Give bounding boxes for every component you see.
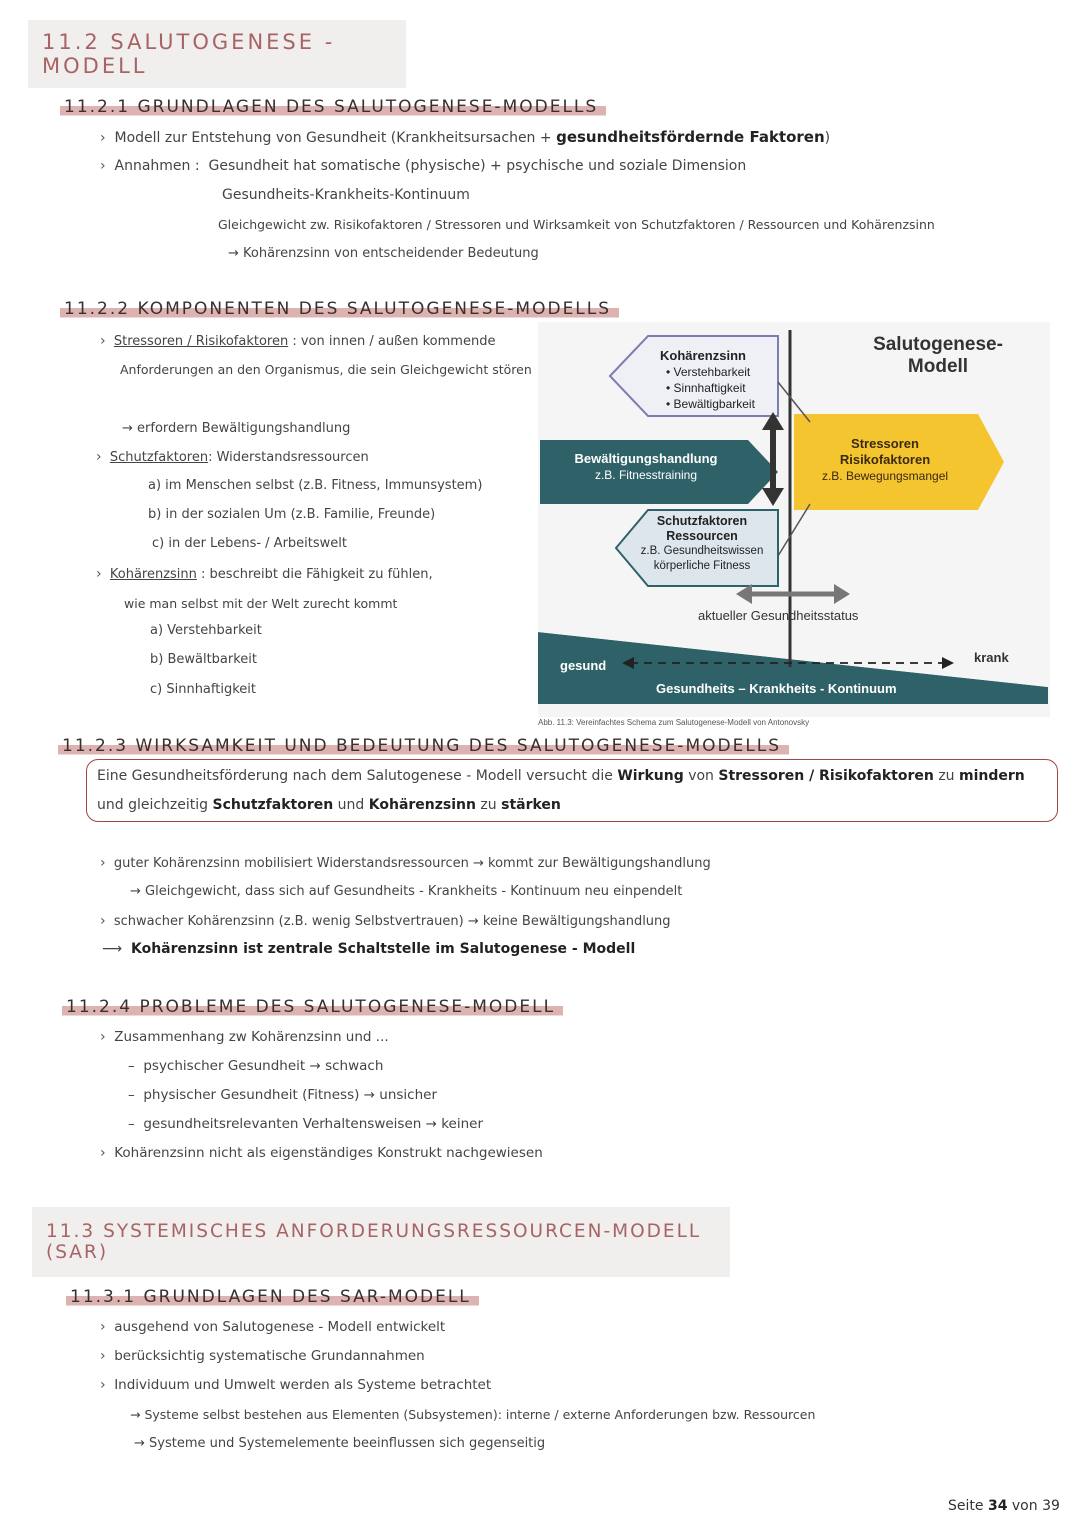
chevron-right-icon: › bbox=[100, 1029, 106, 1045]
text-line: Anforderungen an den Organismus, die sein Gleichgewicht stören bbox=[120, 362, 532, 377]
list-item bbox=[96, 449, 369, 465]
term-label: Schutzfaktoren bbox=[109, 450, 209, 465]
long-arrow-icon: ⟶ bbox=[102, 941, 123, 957]
list-item bbox=[100, 1145, 543, 1161]
text-line: Gleichgewicht zw. Risikofaktoren / Stressoren und Wirksamkeit von Schutzfaktoren / Ressourcen und Kohärenzsinn bbox=[218, 217, 935, 232]
text: berücksichtig systematische Grundannahmen bbox=[114, 1348, 425, 1364]
gesund-label: gesund bbox=[560, 658, 607, 673]
sign-subtitle: körperliche Fitness bbox=[653, 560, 751, 572]
page-number bbox=[948, 1498, 1060, 1514]
text: zu bbox=[480, 797, 497, 813]
sign-item: • Bewältigbarkeit bbox=[666, 397, 755, 411]
sign-title: Schutzfaktoren bbox=[656, 514, 748, 528]
section-heading-11-3 bbox=[32, 1207, 730, 1277]
text-line: c) Sinnhaftigkeit bbox=[150, 682, 256, 697]
text: ) bbox=[824, 130, 831, 146]
kontinuum-label: Gesundheits – Krankheits - Kontinuum bbox=[656, 681, 897, 696]
sign-title: Risikofaktoren bbox=[839, 452, 931, 467]
chevron-right-icon: › bbox=[100, 913, 106, 929]
text-line: b) Bewältbarkeit bbox=[150, 652, 258, 667]
chevron-right-icon: › bbox=[100, 1145, 106, 1161]
figure-title-line: Modell bbox=[907, 356, 969, 377]
text-line: → Systeme und Systemelemente beeinflussen sich gegenseitig bbox=[134, 1436, 546, 1451]
section-title: 11.2 SALUTOGENESE - MODELL bbox=[42, 30, 336, 78]
text: Kohärenzsinn nicht als eigenständiges Konstrukt nachgewiesen bbox=[114, 1145, 543, 1161]
text-line: → Kohärenzsinn von entscheidender Bedeutung bbox=[228, 246, 539, 261]
chevron-right-icon: › bbox=[100, 1348, 106, 1364]
text: und gleichzeitig bbox=[97, 797, 209, 813]
highlight-box bbox=[86, 759, 1058, 822]
text: schwacher Kohärenzsinn (z.B. wenig Selbstvertrauen) → keine Bewältigungshandlung bbox=[113, 914, 671, 929]
section-title: 11.3 SYSTEMISCHES ANFORDERUNGSRESSOURCEN-MODELL (SAR) bbox=[46, 1221, 702, 1263]
sign-title: Stressoren bbox=[851, 436, 919, 451]
krank-label: krank bbox=[974, 650, 1009, 665]
subsection-heading-11-2-3: 11.2.3 WIRKSAMKEIT UND BEDEUTUNG DES SALUTOGENESE-MODELLS bbox=[58, 736, 789, 756]
text-line: a) im Menschen selbst (z.B. Fitness, Immunsystem) bbox=[148, 478, 483, 493]
sign-subtitle: z.B. Fitnesstraining bbox=[594, 468, 698, 482]
box-line bbox=[97, 768, 1025, 784]
text: Annahmen : bbox=[114, 158, 200, 174]
figure-title-line: Salutogenese- bbox=[873, 334, 1003, 355]
list-item bbox=[100, 1319, 445, 1335]
term-label: Stressoren / Risikofaktoren bbox=[113, 334, 289, 349]
conclusion-line bbox=[102, 941, 635, 957]
text: und bbox=[337, 797, 365, 813]
text-line: wie man selbst mit der Welt zurecht kommt bbox=[124, 596, 398, 611]
chevron-right-icon: › bbox=[100, 855, 106, 871]
sign-title: Bewältigungshandlung bbox=[574, 451, 718, 466]
list-item bbox=[100, 158, 746, 174]
list-item bbox=[100, 333, 495, 349]
subsection-heading-11-2-4: 11.2.4 PROBLEME DES SALUTOGENESE-MODELL bbox=[62, 997, 563, 1017]
figure-caption: Abb. 11.3: Vereinfachtes Schema zum Salutogenese-Modell von Antonovsky bbox=[538, 718, 810, 727]
sign-subtitle: z.B. Gesundheitswissen bbox=[640, 545, 764, 557]
sign-item: • Sinnhaftigkeit bbox=[666, 381, 746, 395]
text: gesundheitsrelevanten Verhaltensweisen → keiner bbox=[143, 1116, 484, 1132]
text-line: b) in der sozialen Um (z.B. Familie, Freunde) bbox=[148, 507, 436, 522]
box-line bbox=[97, 797, 561, 813]
emphasis-text: mindern bbox=[959, 768, 1025, 784]
text-line: Gesundheits-Krankheits-Kontinuum bbox=[222, 187, 470, 203]
text: von bbox=[688, 768, 714, 784]
text: Gesundheit hat somatische (physische) + psychische und soziale Dimension bbox=[208, 158, 747, 174]
list-item bbox=[100, 913, 671, 929]
list-item bbox=[100, 128, 830, 146]
text: : beschreibt die Fähigkeit zu fühlen, bbox=[201, 567, 433, 582]
bewaeltigung-label bbox=[546, 450, 746, 484]
chevron-right-icon: › bbox=[96, 449, 102, 465]
emphasis-text: Wirkung bbox=[617, 768, 684, 784]
emphasis-text: gesundheitsfördernde Faktoren bbox=[556, 128, 825, 146]
text: physischer Gesundheit (Fitness) → unsicher bbox=[143, 1087, 437, 1103]
text: guter Kohärenzsinn mobilisiert Widerstandsressourcen → kommt zur Bewältigungshandlung bbox=[113, 856, 711, 871]
list-item bbox=[100, 1377, 491, 1393]
section-heading-11-2 bbox=[28, 20, 406, 88]
chevron-right-icon: › bbox=[96, 566, 102, 582]
list-item bbox=[100, 855, 711, 871]
emphasis-text: Kohärenzsinn ist zentrale Schaltstelle im Salutogenese - Modell bbox=[130, 941, 636, 957]
sign-subtitle: z.B. Bewegungsmangel bbox=[821, 469, 949, 483]
emphasis-text: Kohärenzsinn bbox=[368, 797, 476, 813]
stressoren-label bbox=[800, 436, 970, 484]
list-item bbox=[100, 1029, 389, 1045]
sign-item: • Verstehbarkeit bbox=[666, 365, 751, 379]
figure-title bbox=[838, 334, 1038, 378]
subsection-heading-11-2-1: 11.2.1 GRUNDLAGEN DES SALUTOGENESE-MODELLS bbox=[60, 97, 606, 117]
emphasis-text: Stressoren / Risikofaktoren bbox=[718, 768, 934, 784]
text: : Widerstandsressourcen bbox=[208, 450, 369, 465]
page-prefix: Seite bbox=[948, 1498, 984, 1514]
text-line: → Gleichgewicht, dass sich auf Gesundheits - Krankheits - Kontinuum neu einpendelt bbox=[130, 884, 683, 899]
list-item: – psychischer Gesundheit → schwach bbox=[128, 1058, 384, 1074]
chevron-right-icon: › bbox=[100, 158, 106, 174]
text: psychischer Gesundheit → schwach bbox=[143, 1058, 384, 1074]
subsection-heading-11-2-2: 11.2.2 KOMPONENTEN DES SALUTOGENESE-MODELLS bbox=[60, 299, 619, 319]
text-line: a) Verstehbarkeit bbox=[150, 623, 262, 638]
list-item: – gesundheitsrelevanten Verhaltensweisen → keiner bbox=[128, 1116, 484, 1132]
sign-title: Ressourcen bbox=[666, 529, 738, 543]
subsection-heading-11-3-1: 11.3.1 GRUNDLAGEN DES SAR-MODELL bbox=[66, 1287, 479, 1307]
text: Individuum und Umwelt werden als Systeme betrachtet bbox=[114, 1377, 492, 1393]
diagram bbox=[538, 322, 1050, 732]
schutzfaktoren-label bbox=[626, 514, 778, 574]
text: ausgehend von Salutogenese - Modell entwickelt bbox=[114, 1319, 446, 1335]
page-current: 34 bbox=[987, 1498, 1008, 1514]
kohaerenzsinn-label bbox=[660, 348, 755, 412]
text: Modell zur Entstehung von Gesundheit (Krankheitsursachen + bbox=[114, 130, 552, 146]
text-line: → erfordern Bewältigungshandlung bbox=[122, 421, 351, 436]
list-item bbox=[100, 1348, 425, 1364]
chevron-right-icon: › bbox=[100, 130, 106, 146]
text: : von innen / außen kommende bbox=[292, 334, 496, 349]
sign-title: Kohärenzsinn bbox=[660, 348, 746, 363]
status-label: aktueller Gesundheitsstatus bbox=[698, 608, 859, 623]
chevron-right-icon: › bbox=[100, 333, 106, 349]
list-item bbox=[96, 566, 433, 582]
chevron-right-icon: › bbox=[100, 1319, 106, 1335]
emphasis-text: stärken bbox=[501, 797, 561, 813]
chevron-right-icon: › bbox=[100, 1377, 106, 1393]
emphasis-text: Schutzfaktoren bbox=[212, 797, 334, 813]
term-label: Kohärenzsinn bbox=[109, 567, 197, 582]
text: Eine Gesundheitsförderung nach dem Salutogenese - Modell versucht die bbox=[97, 768, 613, 784]
text-line: → Systeme selbst bestehen aus Elementen (Subsystemen): interne / externe Anforderungen bzw. Ressourcen bbox=[130, 1407, 816, 1422]
text-line: c) in der Lebens- / Arbeitswelt bbox=[152, 536, 347, 551]
salutogenese-figure bbox=[538, 322, 1050, 732]
text: zu bbox=[938, 768, 955, 784]
list-item: – physischer Gesundheit (Fitness) → unsicher bbox=[128, 1087, 437, 1103]
page-total: von 39 bbox=[1011, 1498, 1060, 1514]
text: Zusammenhang zw Kohärenzsinn und ... bbox=[114, 1029, 389, 1045]
